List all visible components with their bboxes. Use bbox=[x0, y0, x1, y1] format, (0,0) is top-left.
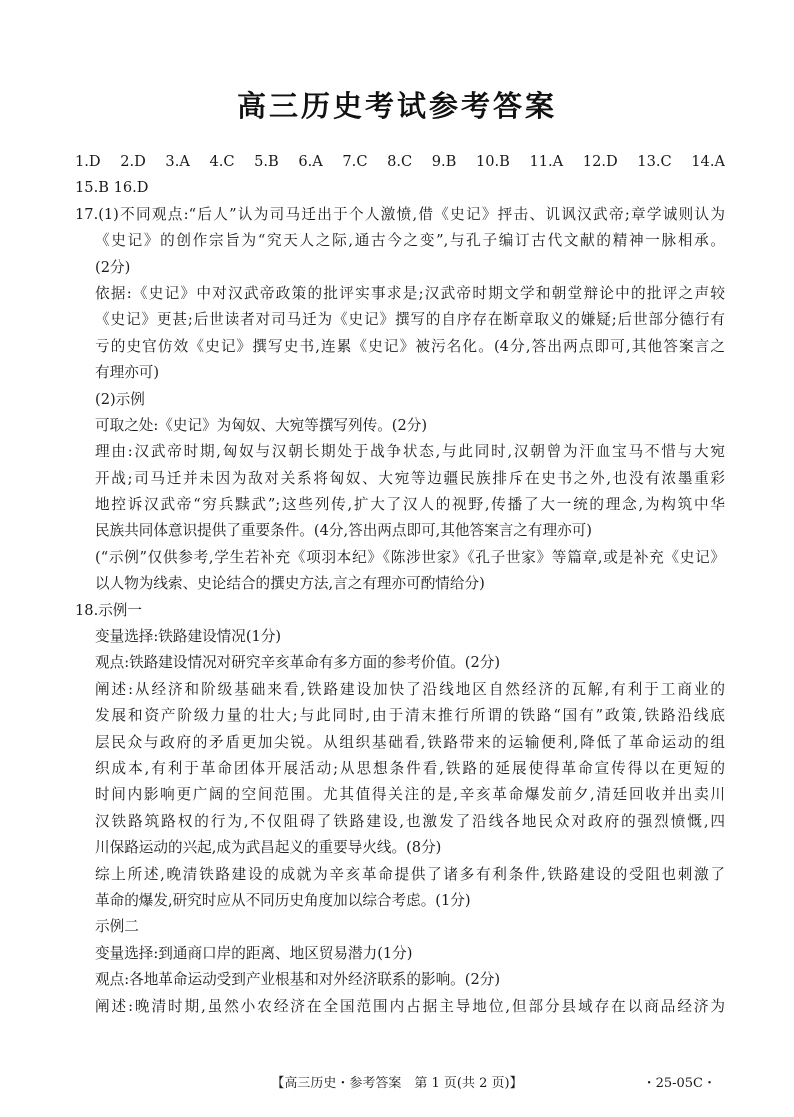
text-line: (2)示例 bbox=[95, 390, 145, 408]
text-line: 织成本,有利于革命团体开展活动;从思想条件看,铁路的延展使得革命宣传得以在更短的 bbox=[95, 759, 725, 777]
text-line: 综上所述,晚清铁路建设的成就为辛亥革命提供了诸多有利条件,铁路建设的受阻也刺激了 bbox=[95, 865, 725, 883]
text-line: 有理亦可) bbox=[95, 364, 160, 382]
text-line: 观点:铁路建设情况对研究辛亥革命有多方面的参考价值。(2分) bbox=[95, 654, 501, 672]
text-line: 发展和资产阶级力量的壮大;与此同时,由于清末推行所谓的铁路“国有”政策,铁路沿线底 bbox=[95, 707, 725, 725]
text-line: 地控诉汉武帝“穷兵黩武”;这些列传,扩大了汉人的视野,传播了大一统的理念,为构筑中华 bbox=[95, 496, 725, 514]
text-line: (2分) bbox=[95, 258, 131, 276]
text-line: 示例二 bbox=[95, 918, 139, 936]
text-line: 以人物为线索、史论结合的撰史方法,言之有理亦可酌情给分) bbox=[95, 575, 485, 593]
text-line: 汉铁路筑路权的行为,不仅阻碍了铁路建设,也激发了沿线各地民众对政府的强烈愤慨,四 bbox=[95, 812, 725, 830]
text-line: 变量选择:铁路建设情况(1分) bbox=[95, 628, 282, 646]
text-line: 《史记》更甚;后世读者对司马迁为《史记》撰写的自序存在断章取义的嫌疑;后世部分德行有 bbox=[95, 311, 725, 329]
page-footer bbox=[0, 1073, 794, 1095]
text-line: 川保路运动的兴起,成为武昌起义的重要导火线。(8分) bbox=[95, 839, 442, 857]
text-line: 时间内影响更广阔的空间范围。尤其值得关注的是,辛亥革命爆发前夕,清廷回收并出卖川 bbox=[95, 786, 725, 804]
text-line: 革命的爆发,研究时应从不同历史角度加以综合考虑。(1分) bbox=[95, 891, 471, 909]
footer-page-info: 【高三历史・参考答案 第 1 页(共 2 页)】 bbox=[271, 1076, 523, 1091]
text-line: 15.B 16.D bbox=[75, 179, 149, 197]
text-line: 亏的史官仿效《史记》撰写史书,连累《史记》被污名化。(4分,答出两点即可,其他答案言之 bbox=[95, 337, 725, 355]
text-line: 依据:《史记》中对汉武帝政策的批评实事求是;汉武帝时期文学和朝堂辩论中的批评之声较 bbox=[95, 284, 725, 302]
answer-body bbox=[75, 149, 725, 1020]
text-line: 理由:汉武帝时期,匈奴与汉朝长期处于战争状态,与此同时,汉朝曾为汗血宝马不惜与大宛 bbox=[95, 443, 725, 461]
page-title: 高三历史考试参考答案 bbox=[236, 89, 557, 123]
text-line: 层民众与政府的矛盾更加尖锐。从组织基础看,铁路带来的运输便利,降低了革命运动的组 bbox=[95, 733, 725, 751]
text-line: 观点:各地革命运动受到产业根基和对外经济联系的影响。(2分) bbox=[95, 971, 501, 989]
text-line: 18.示例一 bbox=[75, 601, 142, 619]
footer-code: ・25-05C・ bbox=[642, 1076, 716, 1091]
text-line: 《史记》的创作宗旨为“究天人之际,通古今之变”,与孔子编订古代文献的精神一脉相承。 bbox=[95, 232, 725, 250]
text-line: (“示例”仅供参考,学生若补充《项羽本纪》《陈涉世家》《孔子世家》等篇章,或是补充《史记》 bbox=[95, 548, 725, 566]
text-line: 变量选择:到通商口岸的距离、地区贸易潜力(1分) bbox=[95, 944, 413, 962]
text-line: 开战;司马迁并未因为敌对关系将匈奴、大宛等边疆民族排斥在史书之外,也没有浓墨重彩 bbox=[95, 469, 725, 487]
text-line: 1.D 2.D 3.A 4.C 5.B 6.A 7.C 8.C 9.B 10.B 11.A 12.D 13.C 14.A bbox=[75, 153, 725, 170]
text-line: 民族共同体意识提供了重要条件。(4分,答出两点即可,其他答案言之有理亦可) bbox=[95, 522, 592, 540]
text-line: 阐述:从经济和阶级基础来看,铁路建设加快了沿线地区自然经济的瓦解,有利于工商业的 bbox=[95, 680, 725, 698]
text-line: 可取之处:《史记》为匈奴、大宛等撰写列传。(2分) bbox=[95, 416, 428, 434]
text-line: 17.(1)不同观点:“后人”认为司马迁出于个人激愤,借《史记》抨击、讥讽汉武帝;章学诚则认为 bbox=[75, 205, 725, 223]
text-line: 阐述:晚清时期,虽然小农经济在全国范围内占据主导地位,但部分县域存在以商品经济为 bbox=[95, 997, 725, 1015]
